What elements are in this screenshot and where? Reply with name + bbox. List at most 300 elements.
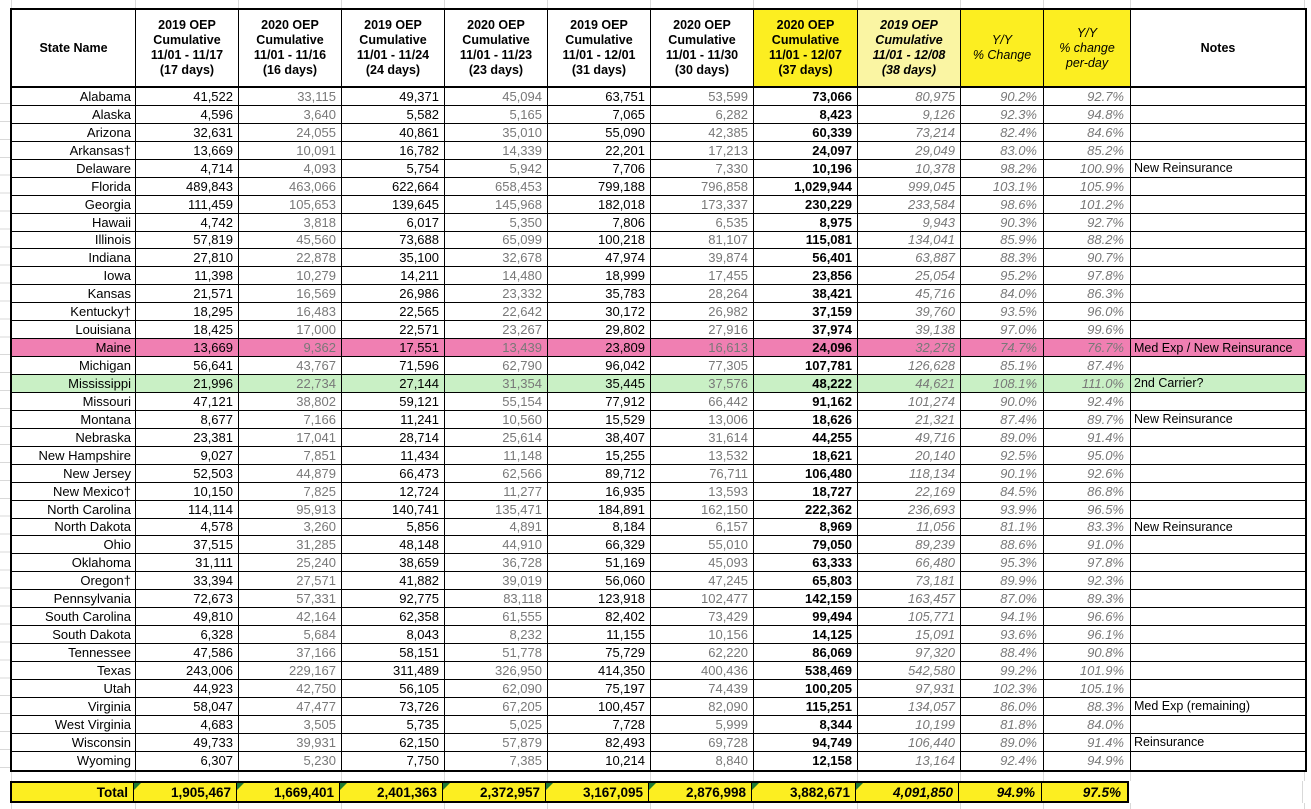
cell-c1[interactable]: 44,923 — [136, 680, 239, 698]
cell-c8[interactable]: 80,975 — [858, 88, 961, 106]
cell-c6[interactable]: 6,157 — [651, 519, 754, 537]
cell-c2[interactable]: 37,166 — [239, 644, 342, 662]
cell-c1[interactable]: 4,742 — [136, 214, 239, 232]
cell-c8[interactable]: 44,621 — [858, 375, 961, 393]
total-cell-yyday[interactable]: 97.5% — [1042, 781, 1129, 803]
cell-c1[interactable]: 18,295 — [136, 303, 239, 321]
cell-c5[interactable]: 182,018 — [548, 196, 651, 214]
cell-c3[interactable]: 26,986 — [342, 285, 445, 303]
cell-yy[interactable]: 92.3% — [961, 106, 1044, 124]
cell-state[interactable]: Arizona — [12, 124, 136, 142]
cell-c7[interactable]: 23,856 — [754, 267, 858, 285]
cell-c7[interactable]: 8,344 — [754, 716, 858, 734]
cell-c1[interactable]: 41,522 — [136, 88, 239, 106]
cell-c7[interactable]: 538,469 — [754, 662, 858, 680]
cell-c3[interactable]: 92,775 — [342, 590, 445, 608]
cell-c8[interactable]: 9,943 — [858, 214, 961, 232]
cell-c8[interactable]: 97,320 — [858, 644, 961, 662]
cell-c8[interactable]: 29,049 — [858, 142, 961, 160]
cell-notes[interactable] — [1131, 752, 1305, 770]
cell-c4[interactable]: 5,350 — [445, 214, 548, 232]
cell-c8[interactable]: 10,199 — [858, 716, 961, 734]
cell-c7[interactable]: 91,162 — [754, 393, 858, 411]
cell-c2[interactable]: 42,164 — [239, 608, 342, 626]
cell-c8[interactable]: 39,138 — [858, 321, 961, 339]
cell-c6[interactable]: 76,711 — [651, 465, 754, 483]
cell-c7[interactable]: 100,205 — [754, 680, 858, 698]
cell-c8[interactable]: 233,584 — [858, 196, 961, 214]
cell-c8[interactable]: 20,140 — [858, 447, 961, 465]
cell-c3[interactable]: 28,714 — [342, 429, 445, 447]
cell-c3[interactable]: 40,861 — [342, 124, 445, 142]
cell-c5[interactable]: 16,935 — [548, 483, 651, 501]
cell-c3[interactable]: 58,151 — [342, 644, 445, 662]
cell-c3[interactable]: 62,150 — [342, 734, 445, 752]
cell-yy[interactable]: 90.1% — [961, 465, 1044, 483]
cell-c4[interactable]: 13,439 — [445, 339, 548, 357]
cell-c4[interactable]: 67,205 — [445, 698, 548, 716]
cell-yy[interactable]: 88.6% — [961, 536, 1044, 554]
cell-yy[interactable]: 74.7% — [961, 339, 1044, 357]
cell-c3[interactable]: 5,754 — [342, 160, 445, 178]
cell-c7[interactable]: 14,125 — [754, 626, 858, 644]
cell-c3[interactable]: 66,473 — [342, 465, 445, 483]
cell-state[interactable]: Alaska — [12, 106, 136, 124]
cell-c8[interactable]: 73,181 — [858, 572, 961, 590]
cell-c6[interactable]: 796,858 — [651, 178, 754, 196]
cell-c2[interactable]: 33,115 — [239, 88, 342, 106]
cell-c3[interactable]: 35,100 — [342, 249, 445, 267]
total-cell-state[interactable]: Total — [10, 781, 134, 803]
cell-c8[interactable]: 163,457 — [858, 590, 961, 608]
cell-c6[interactable]: 28,264 — [651, 285, 754, 303]
cell-c1[interactable]: 21,996 — [136, 375, 239, 393]
cell-yyday[interactable]: 96.0% — [1044, 303, 1131, 321]
total-cell-c1[interactable]: 1,905,467 — [134, 781, 237, 803]
cell-c2[interactable]: 7,825 — [239, 483, 342, 501]
cell-yy[interactable]: 103.1% — [961, 178, 1044, 196]
cell-c2[interactable]: 17,000 — [239, 321, 342, 339]
cell-yyday[interactable]: 83.3% — [1044, 519, 1131, 537]
cell-c6[interactable]: 26,982 — [651, 303, 754, 321]
cell-yy[interactable]: 97.0% — [961, 321, 1044, 339]
cell-notes[interactable] — [1131, 232, 1305, 250]
cell-c5[interactable]: 123,918 — [548, 590, 651, 608]
cell-yyday[interactable]: 90.8% — [1044, 644, 1131, 662]
cell-notes[interactable] — [1131, 357, 1305, 375]
cell-notes[interactable] — [1131, 178, 1305, 196]
cell-c4[interactable]: 32,678 — [445, 249, 548, 267]
col-header-c5[interactable] — [548, 10, 651, 86]
cell-yy[interactable]: 95.3% — [961, 554, 1044, 572]
cell-c3[interactable]: 8,043 — [342, 626, 445, 644]
cell-c6[interactable]: 173,337 — [651, 196, 754, 214]
cell-c5[interactable]: 29,802 — [548, 321, 651, 339]
cell-c8[interactable]: 97,931 — [858, 680, 961, 698]
cell-yyday[interactable]: 88.3% — [1044, 698, 1131, 716]
cell-c1[interactable]: 21,571 — [136, 285, 239, 303]
cell-notes[interactable] — [1131, 106, 1305, 124]
cell-c1[interactable]: 72,673 — [136, 590, 239, 608]
cell-yy[interactable]: 108.1% — [961, 375, 1044, 393]
cell-c7[interactable]: 115,251 — [754, 698, 858, 716]
cell-c6[interactable]: 13,006 — [651, 411, 754, 429]
cell-notes[interactable] — [1131, 285, 1305, 303]
cell-c6[interactable]: 62,220 — [651, 644, 754, 662]
cell-yy[interactable]: 81.1% — [961, 519, 1044, 537]
cell-c3[interactable]: 27,144 — [342, 375, 445, 393]
cell-c5[interactable]: 10,214 — [548, 752, 651, 770]
cell-c3[interactable]: 7,750 — [342, 752, 445, 770]
col-header-c4[interactable] — [445, 10, 548, 86]
cell-c3[interactable]: 12,724 — [342, 483, 445, 501]
cell-c8[interactable]: 101,274 — [858, 393, 961, 411]
cell-yy[interactable]: 89.0% — [961, 429, 1044, 447]
cell-c4[interactable]: 62,566 — [445, 465, 548, 483]
cell-c7[interactable]: 37,974 — [754, 321, 858, 339]
cell-c2[interactable]: 16,569 — [239, 285, 342, 303]
cell-c6[interactable]: 55,010 — [651, 536, 754, 554]
cell-yyday[interactable]: 92.7% — [1044, 214, 1131, 232]
cell-notes[interactable]: Reinsurance — [1131, 734, 1305, 752]
cell-c1[interactable]: 49,810 — [136, 608, 239, 626]
cell-c1[interactable]: 8,677 — [136, 411, 239, 429]
cell-c2[interactable]: 16,483 — [239, 303, 342, 321]
cell-c5[interactable]: 63,751 — [548, 88, 651, 106]
cell-c6[interactable]: 69,728 — [651, 734, 754, 752]
cell-state[interactable]: Montana — [12, 411, 136, 429]
cell-c1[interactable]: 6,307 — [136, 752, 239, 770]
cell-c6[interactable]: 45,093 — [651, 554, 754, 572]
cell-c6[interactable]: 13,593 — [651, 483, 754, 501]
cell-c1[interactable]: 18,425 — [136, 321, 239, 339]
cell-c7[interactable]: 107,781 — [754, 357, 858, 375]
cell-c5[interactable]: 100,218 — [548, 232, 651, 250]
cell-yy[interactable]: 89.9% — [961, 572, 1044, 590]
cell-c8[interactable]: 105,771 — [858, 608, 961, 626]
cell-notes[interactable] — [1131, 644, 1305, 662]
cell-c5[interactable]: 30,172 — [548, 303, 651, 321]
cell-c8[interactable]: 11,056 — [858, 519, 961, 537]
cell-c6[interactable]: 162,150 — [651, 501, 754, 519]
cell-yy[interactable]: 95.2% — [961, 267, 1044, 285]
cell-yyday[interactable]: 91.4% — [1044, 429, 1131, 447]
total-cell-yy[interactable]: 94.9% — [959, 781, 1042, 803]
cell-notes[interactable] — [1131, 608, 1305, 626]
cell-c2[interactable]: 3,260 — [239, 519, 342, 537]
cell-c8[interactable]: 134,041 — [858, 232, 961, 250]
cell-state[interactable]: Michigan — [12, 357, 136, 375]
cell-c2[interactable]: 3,505 — [239, 716, 342, 734]
cell-c5[interactable]: 22,201 — [548, 142, 651, 160]
cell-notes[interactable]: Med Exp (remaining) — [1131, 698, 1305, 716]
cell-c5[interactable]: 100,457 — [548, 698, 651, 716]
cell-state[interactable]: South Carolina — [12, 608, 136, 626]
cell-c6[interactable]: 81,107 — [651, 232, 754, 250]
cell-c1[interactable]: 31,111 — [136, 554, 239, 572]
cell-c8[interactable]: 39,760 — [858, 303, 961, 321]
cell-c5[interactable]: 15,529 — [548, 411, 651, 429]
cell-yyday[interactable]: 89.7% — [1044, 411, 1131, 429]
cell-notes[interactable] — [1131, 249, 1305, 267]
cell-c8[interactable]: 236,693 — [858, 501, 961, 519]
cell-c4[interactable]: 145,968 — [445, 196, 548, 214]
cell-c1[interactable]: 27,810 — [136, 249, 239, 267]
cell-c7[interactable]: 86,069 — [754, 644, 858, 662]
cell-yy[interactable]: 86.0% — [961, 698, 1044, 716]
cell-yyday[interactable]: 105.1% — [1044, 680, 1131, 698]
cell-c7[interactable]: 115,081 — [754, 232, 858, 250]
cell-yyday[interactable]: 96.1% — [1044, 626, 1131, 644]
cell-yy[interactable]: 83.0% — [961, 142, 1044, 160]
cell-c3[interactable]: 5,582 — [342, 106, 445, 124]
total-cell-c7[interactable]: 3,882,671 — [752, 781, 856, 803]
col-header-c3[interactable] — [342, 10, 445, 86]
cell-c4[interactable]: 7,385 — [445, 752, 548, 770]
cell-c3[interactable]: 22,571 — [342, 321, 445, 339]
cell-state[interactable]: Oregon† — [12, 572, 136, 590]
cell-c1[interactable]: 47,586 — [136, 644, 239, 662]
cell-c2[interactable]: 17,041 — [239, 429, 342, 447]
cell-yyday[interactable]: 90.7% — [1044, 249, 1131, 267]
total-cell-c3[interactable]: 2,401,363 — [340, 781, 443, 803]
cell-c1[interactable]: 57,819 — [136, 232, 239, 250]
cell-c7[interactable]: 38,421 — [754, 285, 858, 303]
cell-yyday[interactable]: 92.6% — [1044, 465, 1131, 483]
cell-c7[interactable]: 48,222 — [754, 375, 858, 393]
cell-c4[interactable]: 11,277 — [445, 483, 548, 501]
cell-c6[interactable]: 31,614 — [651, 429, 754, 447]
cell-yy[interactable]: 84.5% — [961, 483, 1044, 501]
cell-c5[interactable]: 75,729 — [548, 644, 651, 662]
cell-state[interactable]: Illinois — [12, 232, 136, 250]
cell-c4[interactable]: 5,025 — [445, 716, 548, 734]
cell-c5[interactable]: 35,445 — [548, 375, 651, 393]
cell-yyday[interactable]: 95.0% — [1044, 447, 1131, 465]
cell-state[interactable]: Oklahoma — [12, 554, 136, 572]
cell-yyday[interactable]: 91.4% — [1044, 734, 1131, 752]
cell-yyday[interactable]: 94.8% — [1044, 106, 1131, 124]
cell-yyday[interactable]: 111.0% — [1044, 375, 1131, 393]
cell-c3[interactable]: 16,782 — [342, 142, 445, 160]
cell-c4[interactable]: 23,267 — [445, 321, 548, 339]
cell-yy[interactable]: 98.6% — [961, 196, 1044, 214]
cell-c4[interactable]: 35,010 — [445, 124, 548, 142]
cell-c2[interactable]: 43,767 — [239, 357, 342, 375]
cell-c4[interactable]: 14,480 — [445, 267, 548, 285]
cell-c1[interactable]: 9,027 — [136, 447, 239, 465]
cell-c5[interactable]: 75,197 — [548, 680, 651, 698]
cell-c1[interactable]: 489,843 — [136, 178, 239, 196]
cell-c4[interactable]: 658,453 — [445, 178, 548, 196]
cell-c8[interactable]: 89,239 — [858, 536, 961, 554]
cell-c8[interactable]: 106,440 — [858, 734, 961, 752]
cell-c5[interactable]: 35,783 — [548, 285, 651, 303]
cell-state[interactable]: Texas — [12, 662, 136, 680]
cell-c5[interactable]: 7,806 — [548, 214, 651, 232]
cell-state[interactable]: North Carolina — [12, 501, 136, 519]
cell-c4[interactable]: 83,118 — [445, 590, 548, 608]
total-cell-c2[interactable]: 1,669,401 — [237, 781, 340, 803]
cell-c3[interactable]: 6,017 — [342, 214, 445, 232]
cell-c4[interactable]: 4,891 — [445, 519, 548, 537]
cell-c2[interactable]: 9,362 — [239, 339, 342, 357]
cell-notes[interactable] — [1131, 680, 1305, 698]
cell-yyday[interactable]: 88.2% — [1044, 232, 1131, 250]
cell-state[interactable]: Mississippi — [12, 375, 136, 393]
cell-state[interactable]: Iowa — [12, 267, 136, 285]
cell-c5[interactable]: 47,974 — [548, 249, 651, 267]
cell-c4[interactable]: 11,148 — [445, 447, 548, 465]
cell-c3[interactable]: 22,565 — [342, 303, 445, 321]
cell-c4[interactable]: 5,165 — [445, 106, 548, 124]
cell-c3[interactable]: 62,358 — [342, 608, 445, 626]
cell-c3[interactable]: 11,434 — [342, 447, 445, 465]
cell-c2[interactable]: 7,851 — [239, 447, 342, 465]
cell-c4[interactable]: 326,950 — [445, 662, 548, 680]
cell-c6[interactable]: 53,599 — [651, 88, 754, 106]
cell-c4[interactable]: 36,728 — [445, 554, 548, 572]
col-header-c1[interactable] — [136, 10, 239, 86]
cell-c2[interactable]: 47,477 — [239, 698, 342, 716]
cell-c2[interactable]: 27,571 — [239, 572, 342, 590]
cell-yyday[interactable]: 97.8% — [1044, 267, 1131, 285]
cell-state[interactable]: Kansas — [12, 285, 136, 303]
cell-c1[interactable]: 4,683 — [136, 716, 239, 734]
cell-c5[interactable]: 11,155 — [548, 626, 651, 644]
cell-c8[interactable]: 134,057 — [858, 698, 961, 716]
cell-state[interactable]: Missouri — [12, 393, 136, 411]
cell-c2[interactable]: 45,560 — [239, 232, 342, 250]
cell-notes[interactable] — [1131, 572, 1305, 590]
cell-c7[interactable]: 8,969 — [754, 519, 858, 537]
cell-c2[interactable]: 57,331 — [239, 590, 342, 608]
cell-c3[interactable]: 73,726 — [342, 698, 445, 716]
cell-c5[interactable]: 184,891 — [548, 501, 651, 519]
cell-state[interactable]: Virginia — [12, 698, 136, 716]
cell-notes[interactable] — [1131, 626, 1305, 644]
cell-c7[interactable]: 230,229 — [754, 196, 858, 214]
cell-notes[interactable] — [1131, 196, 1305, 214]
cell-c3[interactable]: 5,735 — [342, 716, 445, 734]
cell-c1[interactable]: 6,328 — [136, 626, 239, 644]
cell-yy[interactable]: 87.4% — [961, 411, 1044, 429]
cell-state[interactable]: Georgia — [12, 196, 136, 214]
cell-c5[interactable]: 799,188 — [548, 178, 651, 196]
cell-c4[interactable]: 57,879 — [445, 734, 548, 752]
cell-notes[interactable] — [1131, 536, 1305, 554]
cell-c6[interactable]: 102,477 — [651, 590, 754, 608]
cell-c8[interactable]: 73,214 — [858, 124, 961, 142]
cell-state[interactable]: Tennessee — [12, 644, 136, 662]
cell-yy[interactable]: 90.0% — [961, 393, 1044, 411]
cell-c6[interactable]: 13,532 — [651, 447, 754, 465]
cell-c8[interactable]: 21,321 — [858, 411, 961, 429]
cell-notes[interactable] — [1131, 267, 1305, 285]
cell-c2[interactable]: 31,285 — [239, 536, 342, 554]
cell-c7[interactable]: 79,050 — [754, 536, 858, 554]
cell-c5[interactable]: 77,912 — [548, 393, 651, 411]
cell-state[interactable]: Pennsylvania — [12, 590, 136, 608]
cell-c5[interactable]: 23,809 — [548, 339, 651, 357]
cell-notes[interactable] — [1131, 554, 1305, 572]
cell-c2[interactable]: 42,750 — [239, 680, 342, 698]
cell-c7[interactable]: 65,803 — [754, 572, 858, 590]
cell-c4[interactable]: 25,614 — [445, 429, 548, 447]
cell-c6[interactable]: 17,213 — [651, 142, 754, 160]
cell-c2[interactable]: 105,653 — [239, 196, 342, 214]
cell-c2[interactable]: 463,066 — [239, 178, 342, 196]
cell-state[interactable]: South Dakota — [12, 626, 136, 644]
cell-c1[interactable]: 33,394 — [136, 572, 239, 590]
cell-state[interactable]: Maine — [12, 339, 136, 357]
cell-state[interactable]: Indiana — [12, 249, 136, 267]
cell-yy[interactable]: 89.0% — [961, 734, 1044, 752]
cell-yy[interactable]: 88.3% — [961, 249, 1044, 267]
cell-c6[interactable]: 74,439 — [651, 680, 754, 698]
cell-c2[interactable]: 10,279 — [239, 267, 342, 285]
cell-c6[interactable]: 42,385 — [651, 124, 754, 142]
cell-yy[interactable]: 85.1% — [961, 357, 1044, 375]
cell-notes[interactable]: New Reinsurance — [1131, 519, 1305, 537]
cell-c5[interactable]: 414,350 — [548, 662, 651, 680]
cell-c8[interactable]: 63,887 — [858, 249, 961, 267]
cell-c8[interactable]: 999,045 — [858, 178, 961, 196]
cell-c8[interactable]: 66,480 — [858, 554, 961, 572]
cell-c7[interactable]: 18,621 — [754, 447, 858, 465]
cell-state[interactable]: Hawaii — [12, 214, 136, 232]
cell-state[interactable]: Delaware — [12, 160, 136, 178]
cell-c7[interactable]: 142,159 — [754, 590, 858, 608]
col-header-yy[interactable] — [961, 10, 1044, 86]
cell-yy[interactable]: 93.6% — [961, 626, 1044, 644]
cell-c6[interactable]: 39,874 — [651, 249, 754, 267]
cell-c4[interactable]: 44,910 — [445, 536, 548, 554]
cell-state[interactable]: Ohio — [12, 536, 136, 554]
cell-state[interactable]: Wyoming — [12, 752, 136, 770]
cell-c8[interactable]: 126,628 — [858, 357, 961, 375]
total-cell-c8[interactable]: 4,091,850 — [856, 781, 959, 803]
cell-c4[interactable]: 23,332 — [445, 285, 548, 303]
cell-notes[interactable] — [1131, 142, 1305, 160]
cell-c4[interactable]: 61,555 — [445, 608, 548, 626]
cell-c7[interactable]: 222,362 — [754, 501, 858, 519]
cell-c3[interactable]: 48,148 — [342, 536, 445, 554]
cell-c5[interactable]: 56,060 — [548, 572, 651, 590]
cell-c3[interactable]: 5,856 — [342, 519, 445, 537]
cell-c2[interactable]: 229,167 — [239, 662, 342, 680]
cell-state[interactable]: Nebraska — [12, 429, 136, 447]
cell-c4[interactable]: 14,339 — [445, 142, 548, 160]
cell-state[interactable]: Louisiana — [12, 321, 136, 339]
cell-c5[interactable]: 82,493 — [548, 734, 651, 752]
cell-c7[interactable]: 106,480 — [754, 465, 858, 483]
cell-notes[interactable] — [1131, 465, 1305, 483]
cell-notes[interactable]: Med Exp / New Reinsurance — [1131, 339, 1305, 357]
cell-notes[interactable] — [1131, 321, 1305, 339]
cell-c7[interactable]: 44,255 — [754, 429, 858, 447]
cell-yy[interactable]: 87.0% — [961, 590, 1044, 608]
cell-c5[interactable]: 89,712 — [548, 465, 651, 483]
cell-c5[interactable]: 55,090 — [548, 124, 651, 142]
cell-yy[interactable]: 92.5% — [961, 447, 1044, 465]
cell-yy[interactable]: 98.2% — [961, 160, 1044, 178]
cell-notes[interactable] — [1131, 303, 1305, 321]
cell-c3[interactable]: 59,121 — [342, 393, 445, 411]
cell-c1[interactable]: 11,398 — [136, 267, 239, 285]
cell-c8[interactable]: 9,126 — [858, 106, 961, 124]
cell-notes[interactable] — [1131, 447, 1305, 465]
